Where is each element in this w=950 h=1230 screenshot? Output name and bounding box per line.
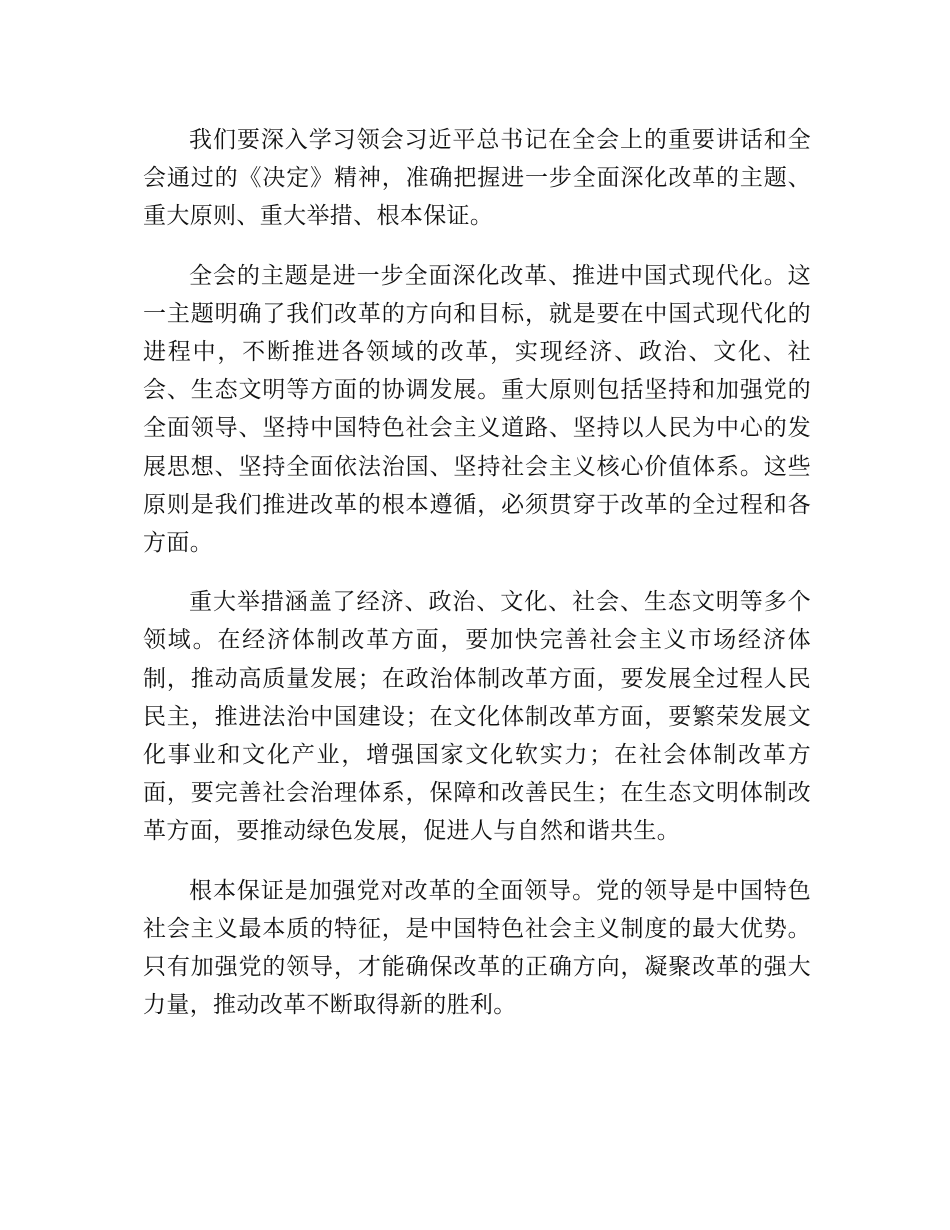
document-body bbox=[143, 121, 811, 1045]
paragraph-intro: 我们要深入学习领会习近平总书记在全会上的重要讲话和全会通过的《决定》精神，准确把握进一步全面深化改革的主题、重大原则、重大举措、根本保证。 bbox=[143, 127, 811, 230]
paragraph-theme-principles: 全会的主题是进一步全面深化改革、推进中国式现代化。这一主题明确了我们改革的方向和目标，就是要在中国式现代化的进程中，不断推进各领域的改革，实现经济、政治、文化、社会、生态文明等方面的协调发展。重大原则包括坚持和加强党的全面领导、坚持中国特色社会主义道路、坚持以人民为中心的发展思想、坚持全面依法治国、坚持社会主义核心价值体系。这些原则是我们推进改革的根本遵循，必须贯穿于改革的全过程和各方面。 bbox=[143, 262, 811, 557]
paragraph-fundamental-guarantee: 根本保证是加强党对改革的全面领导。党的领导是中国特色社会主义最本质的特征，是中国特色社会主义制度的最大优势。只有加强党的领导，才能确保改革的正确方向，凝聚改革的强大力量，推动改革不断取得新的胜利。 bbox=[143, 877, 811, 1019]
paragraph-major-measures: 重大举措涵盖了经济、政治、文化、社会、生态文明等多个领域。在经济体制改革方面，要加快完善社会主义市场经济体制，推动高质量发展；在政治体制改革方面，要发展全过程人民民主，推进法治中国建设；在文化体制改革方面，要繁荣发展文化事业和文化产业，增强国家文化软实力；在社会体制改革方面，要完善社会治理体系，保障和改善民生；在生态文明体制改革方面，要推动绿色发展，促进人与自然和谐共生。 bbox=[143, 589, 811, 845]
